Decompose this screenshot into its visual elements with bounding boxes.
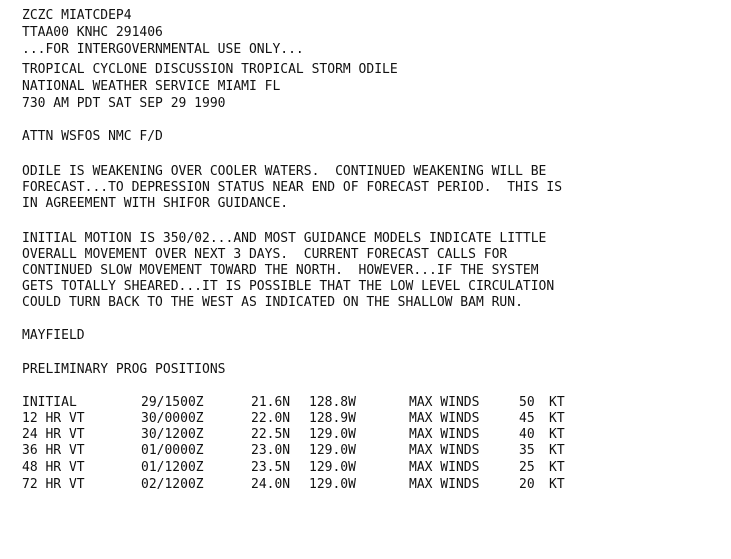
header-line-1: ZCZC MIATCDEP4 — [22, 8, 132, 23]
header-line-5: NATIONAL WEATHER SERVICE MIAMI FL — [22, 79, 281, 94]
prog-time: 01/1200Z — [141, 460, 204, 475]
prog-lat: 24.0N — [251, 477, 291, 492]
prog-winds: 45 — [519, 411, 535, 426]
prog-unit: KT — [549, 427, 565, 442]
prog-row — [22, 460, 722, 475]
prog-lat: 21.6N — [251, 395, 291, 410]
prog-lon: 129.0W — [309, 443, 356, 458]
header-line-6: 730 AM PDT SAT SEP 29 1990 — [22, 96, 226, 111]
signature: MAYFIELD — [22, 328, 85, 343]
prog-winds: 50 — [519, 395, 535, 410]
paragraph1-line-2: FORECAST...TO DEPRESSION STATUS NEAR END OF FORECAST PERIOD. THIS IS — [22, 180, 563, 195]
attn-line: ATTN WSFOS NMC F/D — [22, 129, 163, 144]
prog-row — [22, 427, 722, 442]
prog-winds: 40 — [519, 427, 535, 442]
paragraph2-line-5: COULD TURN BACK TO THE WEST AS INDICATED ON THE SHALLOW BAM RUN. — [22, 295, 523, 310]
prog-lat: 23.0N — [251, 443, 291, 458]
paragraph2-line-1: INITIAL MOTION IS 350/02...AND MOST GUIDANCE MODELS INDICATE LITTLE — [22, 231, 547, 246]
prog-winds: 25 — [519, 460, 535, 475]
prog-winds: 35 — [519, 443, 535, 458]
prog-winds-label: MAX WINDS — [409, 411, 480, 426]
prog-row — [22, 395, 722, 410]
prog-row — [22, 443, 722, 458]
prog-unit: KT — [549, 411, 565, 426]
prog-time: 01/0000Z — [141, 443, 204, 458]
prog-label: 72 HR VT — [22, 477, 85, 492]
prog-winds: 20 — [519, 477, 535, 492]
header-line-2: TTAA00 KNHC 291406 — [22, 25, 163, 40]
paragraph2-line-2: OVERALL MOVEMENT OVER NEXT 3 DAYS. CURRENT FORECAST CALLS FOR — [22, 247, 508, 262]
paragraph2-line-4: GETS TOTALLY SHEARED...IT IS POSSIBLE THAT THE LOW LEVEL CIRCULATION — [22, 279, 555, 294]
prog-label: 12 HR VT — [22, 411, 85, 426]
prog-winds-label: MAX WINDS — [409, 395, 480, 410]
prog-winds-label: MAX WINDS — [409, 443, 480, 458]
prog-time: 29/1500Z — [141, 395, 204, 410]
prog-label: INITIAL — [22, 395, 77, 410]
prog-winds-label: MAX WINDS — [409, 427, 480, 442]
prog-row — [22, 477, 722, 492]
prog-label: 24 HR VT — [22, 427, 85, 442]
header-line-4: TROPICAL CYCLONE DISCUSSION TROPICAL STORM ODILE — [22, 62, 398, 77]
prog-title: PRELIMINARY PROG POSITIONS — [22, 362, 226, 377]
prog-unit: KT — [549, 395, 565, 410]
prog-unit: KT — [549, 443, 565, 458]
prog-lon: 128.8W — [309, 395, 356, 410]
prog-time: 02/1200Z — [141, 477, 204, 492]
prog-lat: 23.5N — [251, 460, 291, 475]
prog-row — [22, 411, 722, 426]
prog-label: 36 HR VT — [22, 443, 85, 458]
prog-lon: 129.0W — [309, 477, 356, 492]
prog-winds-label: MAX WINDS — [409, 460, 480, 475]
prog-time: 30/1200Z — [141, 427, 204, 442]
prog-unit: KT — [549, 477, 565, 492]
header-line-3: ...FOR INTERGOVERNMENTAL USE ONLY... — [22, 42, 304, 57]
prog-time: 30/0000Z — [141, 411, 204, 426]
paragraph1-line-1: ODILE IS WEAKENING OVER COOLER WATERS. CONTINUED WEAKENING WILL BE — [22, 164, 547, 179]
paragraph2-line-3: CONTINUED SLOW MOVEMENT TOWARD THE NORTH. HOWEVER...IF THE SYSTEM — [22, 263, 539, 278]
prog-lon: 129.0W — [309, 460, 356, 475]
prog-lon: 129.0W — [309, 427, 356, 442]
prog-lat: 22.0N — [251, 411, 291, 426]
prog-lon: 128.9W — [309, 411, 356, 426]
prog-unit: KT — [549, 460, 565, 475]
paragraph1-line-3: IN AGREEMENT WITH SHIFOR GUIDANCE. — [22, 196, 289, 211]
prog-lat: 22.5N — [251, 427, 291, 442]
prog-label: 48 HR VT — [22, 460, 85, 475]
prog-winds-label: MAX WINDS — [409, 477, 480, 492]
